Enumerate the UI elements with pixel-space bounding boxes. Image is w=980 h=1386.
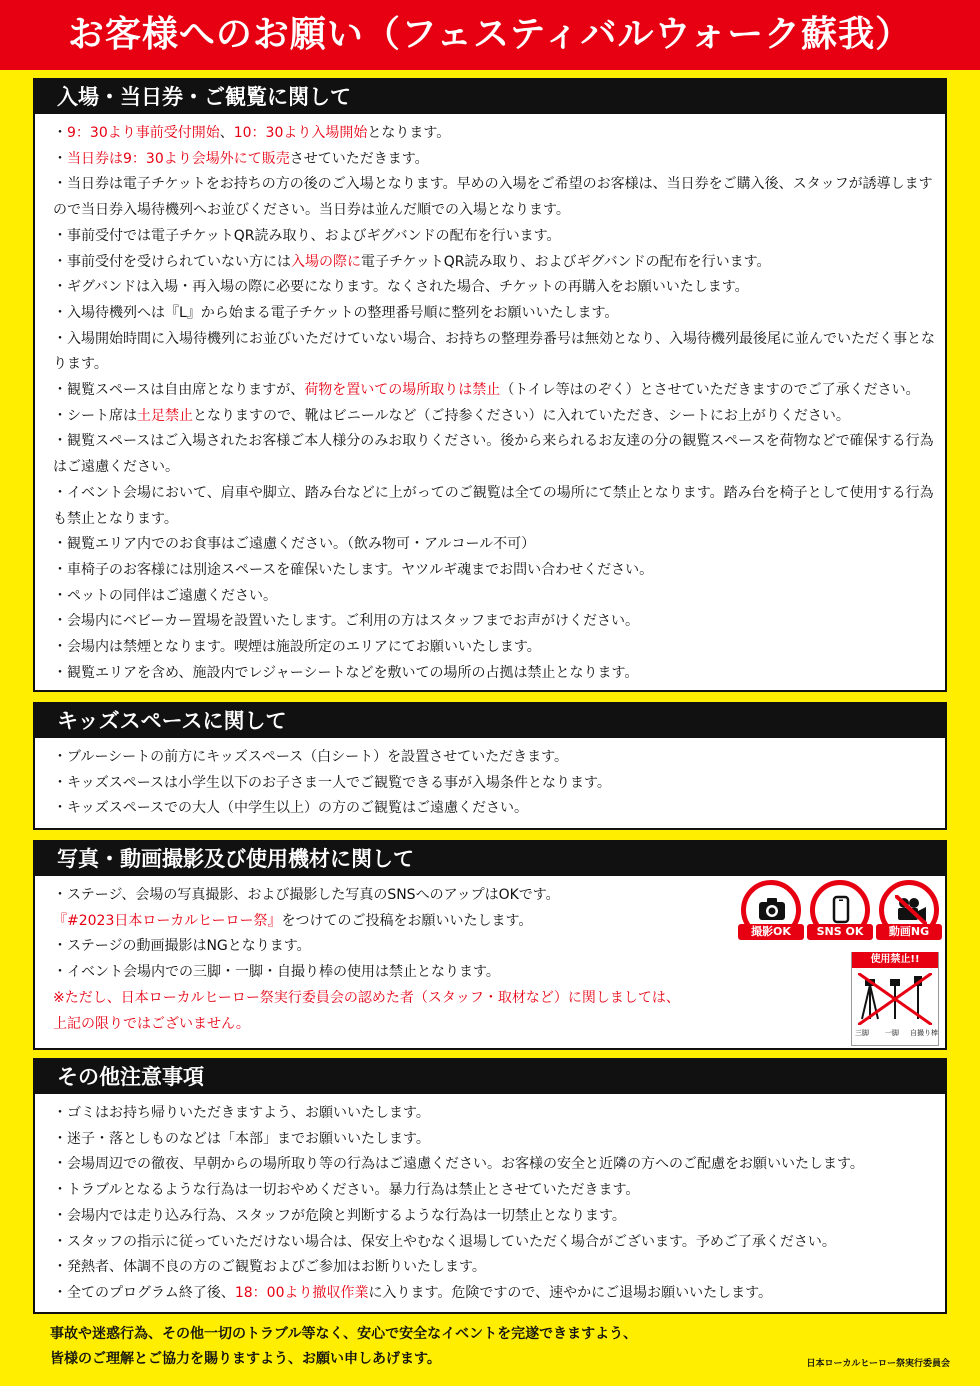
list-item: ・観覧エリアを含め、施設内でレジャーシートなどを敷いての場所の占拠は禁止となります。 xyxy=(53,664,639,681)
list-item: ・入場開始時間に入場待機列にお並びいただけていない場合、お持ちの整理券番号は無効となり、入場待機列最後尾に並んでいただく事となります。 xyxy=(53,330,935,373)
list-item: ・シート席は土足禁止となりますので、靴はビニールなど（ご持参ください）に入れていただき、シートにお上がりください。 xyxy=(53,407,850,424)
list-item: ・観覧スペースはご入場されたお客様ご本人様分のみお取りください。後から来られるお友達の分の観覧スペースを荷物などで確保する行為はご遠慮ください。 xyxy=(53,433,934,476)
list-item: ・ギグバンドは入場・再入場の際に必要になります。なくされた場合、チケットの再購入をお願いいたします。 xyxy=(53,279,749,296)
section-photo-title: 写真・動画撮影及び使用機材に関して xyxy=(35,842,945,876)
list-item: ・ブルーシートの前方にキッズスペース（白シート）を設置させていただきます。 xyxy=(53,749,569,765)
list-item: ・会場内にベビーカー置場を設置いたします。ご利用の方はスタッフまでお声がけください。 xyxy=(53,613,640,630)
page-title: お客様へのお願い（フェスティバルウォーク蘇我） xyxy=(0,0,980,70)
sns-ok-label: SNS OK xyxy=(807,924,873,940)
video-ng-label: 動画NG xyxy=(876,924,942,940)
banned-equipment-icon xyxy=(851,952,939,1046)
list-item: ・9：30より事前受付開始、10：30より入場開始となります。 xyxy=(53,125,451,141)
section-kids-title: キッズスペースに関して xyxy=(35,704,945,738)
list-item: ・会場内では走り込み行為、スタッフが危険と判断するような行為は一切禁止となります。 xyxy=(53,1207,626,1224)
list-item: ・ステージの動画撮影はNGとなります。 xyxy=(53,938,311,955)
section-other xyxy=(33,1058,947,1314)
list-item: ・ステージ、会場の写真撮影、および撮影した写真のSNSへのアップはOKです。 xyxy=(53,887,560,903)
list-item: ・ペットの同伴はご遠慮ください。 xyxy=(53,587,277,604)
list-item: ・会場内は禁煙となります。喫煙は施設所定のエリアにてお願いいたします。 xyxy=(53,639,541,656)
section-photo xyxy=(33,840,947,1050)
list-item: ・事前受付を受けられていない方には入場の際に電子チケットQR読み取り、およびギグバンドの配布を行います。 xyxy=(53,253,771,270)
list-item: ・入場待機列へは『L』から始まる電子チケットの整理番号順に整列をお願いいたします。 xyxy=(53,304,619,321)
list-item: 『#2023日本ローカルヒーロー祭』をつけてのご投稿をお願いいたします。 xyxy=(53,912,533,929)
other-list xyxy=(35,1094,945,1307)
photo-rules-icons xyxy=(741,880,941,1050)
monopod-label: 一脚 xyxy=(885,1029,899,1037)
closing-line2: 皆様のご理解とご協力を賜りますよう、お願い申しあげます。 xyxy=(50,1351,441,1367)
banned-title: 使用禁止!! xyxy=(852,952,938,968)
list-item: ・イベント会場において、肩車や脚立、踏み台などに上がってのご観覧は全ての場所にて禁止となります。踏み台を椅子として使用する行為も禁止となります。 xyxy=(53,484,934,527)
list-item: ・イベント会場内での三脚・一脚・自撮り棒の使用は禁止となります。 xyxy=(53,964,500,981)
tripod-label: 三脚 xyxy=(855,1029,869,1037)
organizer-name: 日本ローカルヒーロー祭実行委員会 xyxy=(806,1359,950,1369)
section-kids xyxy=(33,702,947,830)
list-item: ・スタッフの指示に従っていただけない場合は、保安上やむなく退場していただく場合がございます。予めご了承ください。 xyxy=(53,1233,836,1250)
list-item: ・車椅子のお客様には別途スペースを確保いたします。ヤツルギ魂までお問い合わせください。 xyxy=(53,561,654,578)
photo-ok-label: 撮影OK xyxy=(738,924,804,940)
list-item: ・トラブルとなるような行為は一切おやめください。暴力行為は禁止とさせていただきます。 xyxy=(53,1182,640,1199)
list-item: ・観覧エリア内でのお食事はご遠慮ください。（飲み物可・アルコール不可） xyxy=(53,536,536,553)
list-item: ・発熱者、体調不良の方のご観覧およびご参加はお断りいたします。 xyxy=(53,1259,486,1276)
closing-line1: 事故や迷惑行為、その他一切のトラブル等なく、安心で安全なイベントを完遂できますよう、 xyxy=(50,1326,638,1342)
photo-list xyxy=(35,876,753,1037)
photo-note-line1: ※ただし、日本ローカルヒーロー祭実行委員会の認めた者（スタッフ・取材など）に関しましては、 xyxy=(53,989,680,1006)
list-item: ・当日券は電子チケットをお持ちの方の後のご入場となります。早めの入場をご希望のお客様は、当日券をご購入後、スタッフが誘導しますので当日券入場待機列へお並びください。当日券は並んだ順での入場となります。 xyxy=(53,176,933,219)
section-entry xyxy=(33,78,947,692)
list-item: ・キッズスペースは小学生以下のお子さま一人でご観覧できる事が入場条件となります。 xyxy=(53,774,611,791)
list-item: ・ゴミはお持ち帰りいただきますよう、お願いいたします。 xyxy=(53,1105,430,1121)
list-item: ・会場周辺での徹夜、早朝からの場所取り等の行為はご遠慮ください。お客様の安全と近隣の方へのご配慮をお願いいたします。 xyxy=(53,1156,864,1173)
list-item: ・全てのプログラム終了後、18：00より撤収作業に入ります。危険ですので、速やかにご退場お願いいたします。 xyxy=(53,1284,772,1301)
list-item: ・キッズスペースでの大人（中学生以上）の方のご観覧はご遠慮ください。 xyxy=(53,800,529,817)
section-entry-title: 入場・当日券・ご観覧に関して xyxy=(35,80,945,114)
photo-note-line2: 上記の限りではございません。 xyxy=(53,1015,250,1032)
list-item: ・観覧スペースは自由席となりますが、荷物を置いての場所取りは禁止（トイレ等はのぞく）とさせていただきますのでご了承ください。 xyxy=(53,382,920,399)
list-item: ・当日券は9：30より会場外にて販売させていただきます。 xyxy=(53,150,429,167)
list-item: ・迷子・落としものなどは「本部」までお願いいたします。 xyxy=(53,1130,430,1147)
section-other-title: その他注意事項 xyxy=(35,1060,945,1094)
list-item: ・事前受付では電子チケットQR読み取り、およびギグバンドの配布を行います。 xyxy=(53,227,561,244)
selfie-stick-label: 自撮り棒 xyxy=(910,1029,938,1037)
kids-list xyxy=(35,738,945,822)
closing-message xyxy=(50,1322,790,1372)
entry-list xyxy=(35,114,945,686)
